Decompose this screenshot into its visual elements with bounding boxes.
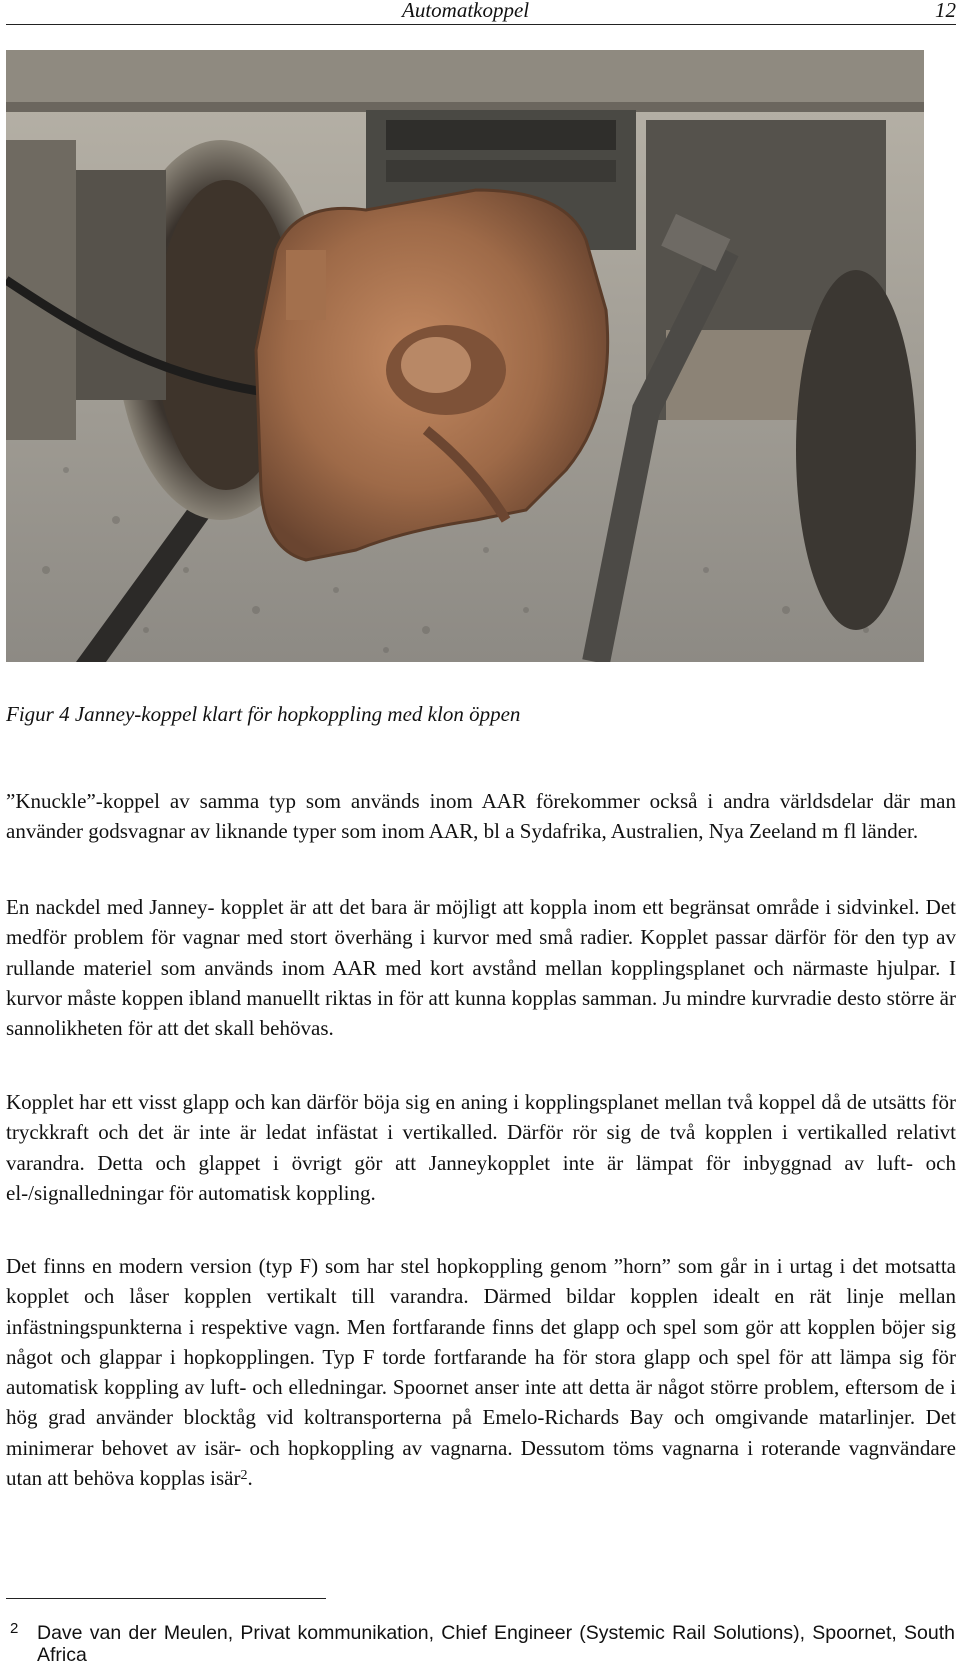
paragraph-type-f-text: Det finns en modern version (typ F) som har stel hopkoppling genom ”horn” som går in i urtag i det motsatta kopplet och låser kopplen vertikalt till varandra. Därmed bildar kopplen idealt en rät linje mellan infästningspunkterna i respektive vagn. Men fortfarande finns det glapp och spel som gör att kopplen böjer sig något och glappar i hopkopplingen. Typ F torde fortfarande ha för stora glapp och spel för att lämpa sig för automatisk koppling av luft- och elledningar. Spoornet anser inte att detta är något större problem, eftersom de i hög grad använder blocktåg vid koltransporterna på Emelo-Richards Bay och omgivande matarlinjer. Det minimerar behovet av isär- och hopkoppling av vagnarna. Dessutom töms vagnarna i roterande vagnvändare utan att behöva kopplas isär [6,1254,956,1491]
figure-caption: Figur 4 Janney-koppel klart för hopkoppling med klon öppen [6,702,521,726]
railway-coupler-photo-icon [6,50,924,662]
footnote-divider [6,1598,326,1599]
footnote-number: 2 [10,1620,19,1637]
page-header [6,0,956,25]
running-title: Automatkoppel [402,0,530,22]
paragraph-type-f: Det finns en modern version (typ F) som har stel hopkoppling genom ”horn” som går in i urtag i det motsatta kopplet och låser kopplen vertikalt till varandra. Därmed bildar kopplen idealt en rät linje mellan infästningspunkterna i respektive vagn. Men fortfarande finns det glapp och spel som gör att kopplen böjer sig något och glappar i hopkopplingen. Typ F torde fortfarande ha för stora glapp och spel för att lämpa sig för automatisk koppling av luft- och elledningar. Spoornet anser inte att detta är något större problem, eftersom de i hög grad använder blocktåg vid koltransporterna på Emelo-Richards Bay och omgivande matarlinjer. Det minimerar behovet av isär- och hopkoppling av vagnarna. Dessutom töms vagnarna i roterande vagnvändare utan att behöva kopplas isär$^2$. [6,1254,956,1491]
paragraph-janney-drawback: En nackdel med Janney- kopplet är att det bara är möjligt att koppla inom ett begränsat område i sidvinkel. Det medför problem för vagnar med stort överhäng i kurvor med små radier. Kopplet passar därför för den typ av rullande materiel som används inom AAR med kort avstånd mellan kopplingsplanet och närmaste hjulpar. I kurvor måste koppen ibland manuellt riktas in för att kunna kopplas samman. Ju mindre kurvradie desto större är sannolikheten för att det skall behövas. [6,895,956,1041]
paragraph-coupler-play: Kopplet har ett visst glapp och kan därför böja sig en aning i kopplingsplanet mellan två koppel då de utsätts för tryckkraft och det är inte är ledat infästat i vertikalled. Därför rör sig de två kopplen i vertikalled relativt varandra. Detta och glappet i övrigt gör att Janneykopplet inte är lämpat för inbyggnad av luft- och el-/signalledningar för automatisk koppling. [6,1090,956,1205]
footnote-reference[interactable]: 2 [240,1468,248,1484]
footnote-text: Dave van der Meulen, Privat kommunikation, Chief Engineer (Systemic Rail Solutions), Spoornet, South Africa [37,1622,955,1666]
page-number: 12 [935,0,956,22]
paragraph-knuckle-coupler: ”Knuckle”-koppel av samma typ som används inom AAR förekommer också i andra världsdelar där man använder godsvagnar av liknande typer som inom AAR, bl a Sydafrika, Australien, Nya Zeeland m fl länder. [6,789,956,844]
coupler-photo [6,50,924,662]
footnote [10,1622,955,1666]
